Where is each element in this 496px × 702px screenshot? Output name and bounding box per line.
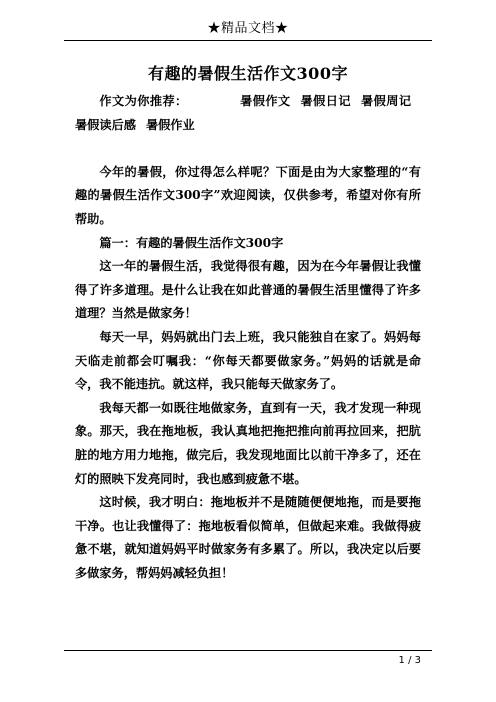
document-title: 有趣的暑假生活作文300字 <box>148 64 348 83</box>
blank-line <box>75 137 421 161</box>
paragraph: 这时候，我才明白：拖地板并不是随随便便地拖，而是要拖干净。也让我懂得了：拖地板看似简单，但做起来难。我做得疲惫不堪，就知道妈妈平时做家务有多累了。所以，我决定以后要多做家务，帮妈妈减轻负担！ <box>75 495 421 580</box>
paragraph: 每天一早，妈妈就出门去上班，我只能独自在家了。妈妈每天临走前都会叮嘱我：“你每天都要做家务。”妈妈的话就是命令，我不能违抗。就这样，我只能每天做家务了。 <box>75 329 421 392</box>
section-heading: 篇一：有趣的暑假生活作文300字 <box>99 235 284 250</box>
recommend-tag-link[interactable]: 暑假读后感 <box>75 117 136 132</box>
header-mark: ★精品文档★ <box>207 21 289 36</box>
recommend-tag-link[interactable]: 暑假作文 <box>239 94 291 108</box>
document-body <box>75 90 421 585</box>
header-divider <box>64 40 432 41</box>
recommend-label: 作文为你推荐： <box>99 94 188 108</box>
paragraph: 我每天都一如既往地做家务，直到有一天，我才发现一种现象。那天，我在拖地板，我认真地把拖把推向前再拉回来，把肮脏的地方用力地拖，做完后，我发现地面比以前干净多了，还在灯的照映下发亮同时，我也感到疲惫不堪。 <box>75 400 421 486</box>
recommend-line <box>75 90 421 137</box>
footer-divider <box>64 650 432 651</box>
recommend-tag-link[interactable]: 暑假日记 <box>300 94 351 108</box>
paragraph: 这一年的暑假生活，我觉得很有趣，因为在今年暑假让我懂得了许多道理。是什么让我在如此普通的暑假生活里懂得了许多道理？当然是做家务！ <box>75 259 421 321</box>
recommend-tag-link[interactable]: 暑假作业 <box>145 117 195 132</box>
page-number: 1 / 3 <box>398 655 421 666</box>
paragraph: 今年的暑假，你过得怎么样呢？下面是由为大家整理的“有趣的暑假生活作文300字”欢迎阅读，仅供参考，希望对你有所帮助。 <box>75 164 421 226</box>
recommend-tag-link[interactable]: 暑假周记 <box>361 94 412 108</box>
